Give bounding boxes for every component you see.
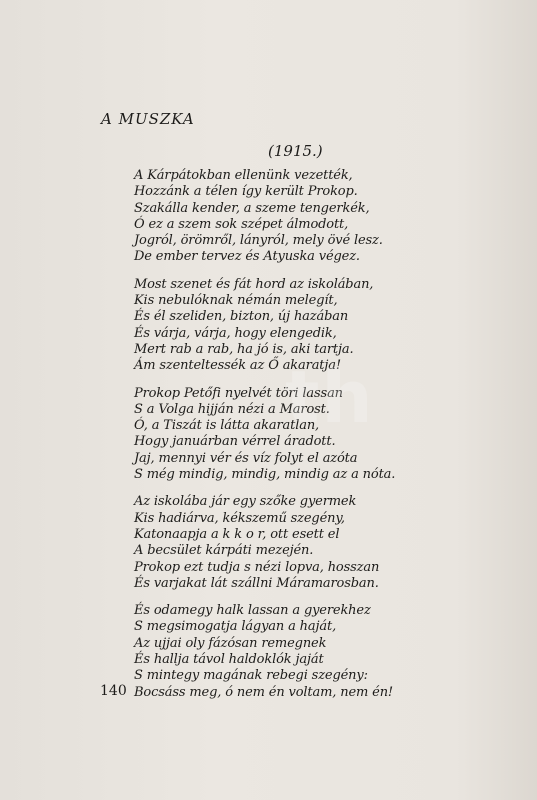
- poem-title: A MUSZKA: [101, 110, 195, 128]
- poem-line: Katonaapja a k k o r, ott esett el: [134, 526, 340, 542]
- poem-line: Ám szenteltessék az Ő akaratja!: [134, 358, 341, 374]
- poem-line: Prokop Petőfi nyelvét töri lassan: [134, 385, 343, 401]
- poem-line: S még mindig, mindig, mindig az a nóta.: [134, 467, 396, 483]
- poem-line: Jaj, mennyi vér és víz folyt el azóta: [134, 450, 358, 466]
- poem-line: Kis hadiárva, kékszemű szegény,: [134, 510, 345, 526]
- watermark: th: [285, 355, 375, 439]
- stanza-3: [134, 386, 434, 484]
- poem-line: Kis nebulóknak némán melegít,: [134, 293, 338, 309]
- poem-line: Mert rab a rab, ha jó is, aki tartja.: [134, 341, 354, 357]
- poem-line: Ó ez a szem sok szépet álmodott,: [134, 216, 349, 232]
- poem-line: És varjakat lát szállni Máramarosban.: [134, 575, 379, 591]
- poem-line: És odamegy halk lassan a gyerekhez: [134, 603, 371, 619]
- poem-line: Most szenet és fát hord az iskolában,: [134, 276, 374, 292]
- poem-line: S mintegy magának rebegi szegény:: [134, 668, 368, 684]
- poem-body: [134, 168, 434, 712]
- poem-line: Hogy januárban vérrel áradott.: [134, 434, 336, 450]
- poem-line: És várja, várja, hogy elengedik,: [134, 325, 337, 341]
- poem-year: (1915.): [268, 142, 323, 160]
- poem-line: A Kárpátokban ellenünk vezették,: [134, 168, 353, 183]
- poem-line: A becsület kárpáti mezején.: [134, 543, 314, 559]
- poem-line: Az ujjai oly fázósan remegnek: [134, 635, 327, 651]
- poem-line: S megsimogatja lágyan a haját,: [134, 619, 337, 635]
- poem-line: De ember tervez és Atyuska végez.: [134, 249, 360, 265]
- stanza-1: [134, 168, 434, 266]
- stanza-2: [134, 277, 434, 375]
- poem-line: Bocsáss meg, ó nem én voltam, nem én!: [134, 684, 394, 700]
- poem-line: És él szeliden, bizton, új hazában: [134, 309, 349, 325]
- poem-line: És hallja távol haldoklók jaját: [134, 652, 324, 668]
- stanza-5: [134, 603, 434, 701]
- poem-line: Szakálla kender, a szeme tengerkék,: [134, 200, 370, 216]
- page-number: 140: [100, 683, 127, 699]
- poem-line: Ó, a Tiszát is látta akaratlan,: [134, 418, 320, 434]
- poem-line: Hozzánk a télen így került Prokop.: [134, 184, 358, 200]
- poem-line: Jogról, örömről, lányról, mely övé lesz.: [134, 233, 383, 249]
- poem-line: Prokop ezt tudja s nézi lopva, hosszan: [134, 559, 380, 575]
- poem-line: S a Volga hijján nézi a Marost.: [134, 401, 330, 417]
- poem-line: Az iskolába jár egy szőke gyermek: [134, 494, 357, 510]
- stanza-4: [134, 494, 434, 592]
